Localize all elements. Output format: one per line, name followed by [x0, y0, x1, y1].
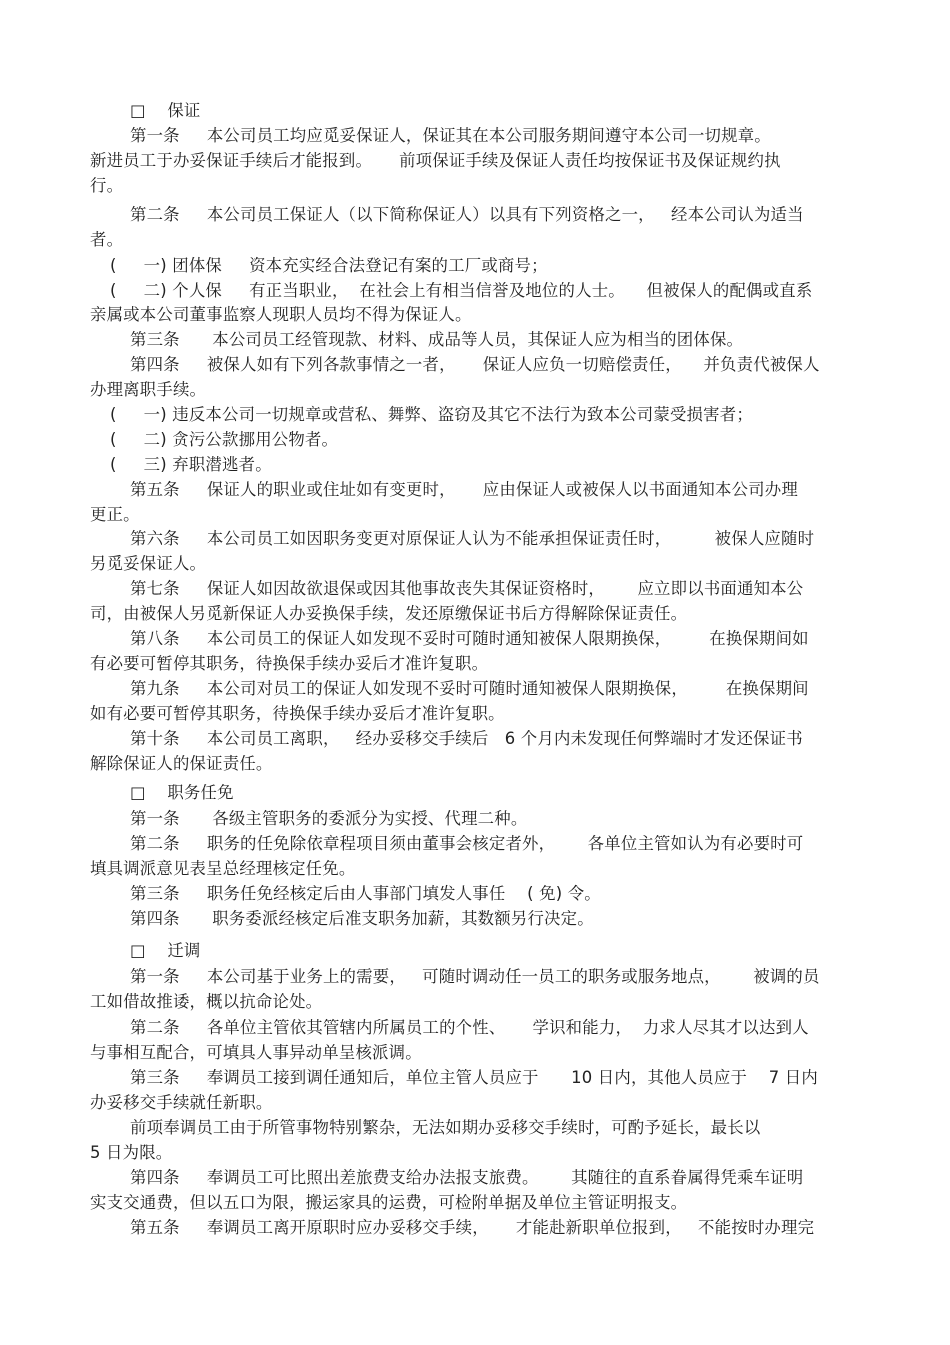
text-line: 如有必要可暂停其职务，待换保手续办妥后才准许复职。 [90, 704, 505, 723]
text-line: ( 二) 个人保 有正当职业， 在社会上有相当信誉及地位的人士。 但被保人的配偶或直系 [110, 281, 813, 300]
text-line: 办理离职手续。 [90, 380, 207, 399]
text-line: □ 迁调 [130, 941, 201, 960]
text-line: 第三条 职务任免经核定后由人事部门填发人事任 ( 免) 令。 [130, 884, 601, 903]
text-line: 第五条 保证人的职业或住址如有变更时， 应由保证人或被保人以书面通知本公司办理 [130, 480, 798, 499]
text-line: 第一条 各级主管职务的委派分为实授、代理二种。 [130, 809, 528, 828]
text-line: 第四条 职务委派经核定后准支职务加薪，其数额另行决定。 [130, 909, 594, 928]
text-line: 工如借故推诿，概以抗命论处。 [90, 992, 323, 1011]
text-line: 有必要可暂停其职务，待换保手续办妥后才准许复职。 [90, 654, 489, 673]
text-line: ( 二) 贪污公款挪用公物者。 [110, 430, 339, 449]
text-line: 第五条 奉调员工离开原职时应办妥移交手续， 才能赴新职单位报到， 不能按时办理完 [130, 1218, 815, 1237]
text-line: 与事相互配合，可填具人事异动单呈核派调。 [90, 1043, 422, 1062]
text-line: 第二条 各单位主管依其管辖内所属员工的个性、 学识和能力， 力求人尽其才以达到人 [130, 1018, 809, 1037]
text-line: 5 日为限。 [90, 1143, 173, 1162]
text-line: 亲属或本公司董事监察人现职人员均不得为保证人。 [90, 305, 472, 324]
text-line: 第四条 奉调员工可比照出差旅费支给办法报支旅费。 其随往的直系眷属得凭乘车证明 [130, 1168, 804, 1187]
text-line: ( 一) 团体保 资本充实经合法登记有案的工厂或商号； [110, 256, 548, 275]
text-line: 第十条 本公司员工离职， 经办妥移交手续后 6 个月内未发现任何弊端时才发还保证书 [130, 729, 803, 748]
text-line: 第二条 本公司员工保证人（以下简称保证人）以具有下列资格之一， 经本公司认为适当 [130, 205, 804, 224]
text-line: 办妥移交手续就任新职。 [90, 1093, 273, 1112]
text-line: 第七条 保证人如因故欲退保或因其他事故丧失其保证资格时， 应立即以书面通知本公 [130, 579, 804, 598]
text-line: 行。 [90, 176, 124, 195]
text-line: 司，由被保人另觅新保证人办妥换保手续，发还原缴保证书后方得解除保证责任。 [90, 604, 688, 623]
text-line: ( 三) 弃职潜逃者。 [110, 455, 272, 474]
text-line: 解除保证人的保证责任。 [90, 754, 273, 773]
text-line: 另觅妥保证人。 [90, 554, 207, 573]
text-line: ( 一) 违反本公司一切规章或营私、舞弊、盗窃及其它不法行为致本公司蒙受损害者； [110, 405, 753, 424]
text-line: 第四条 被保人如有下列各款事情之一者， 保证人应负一切赔偿责任， 并负责代被保人 [130, 355, 820, 374]
text-line: 第三条 奉调员工接到调任通知后，单位主管人员应于 10 日内，其他人员应于 7 日内 [130, 1068, 818, 1087]
text-line: 第一条 本公司基于业务上的需要， 可随时调动任一员工的职务或服务地点， 被调的员 [130, 967, 820, 986]
text-line: 新进员工于办妥保证手续后才能报到。 前项保证手续及保证人责任均按保证书及保证规约执 [90, 151, 781, 170]
text-line: □ 保证 [130, 101, 201, 120]
text-line: □ 职务任免 [130, 783, 234, 802]
text-line: 实支交通费，但以五口为限，搬运家具的运费，可检附单据及单位主管证明报支。 [90, 1193, 688, 1212]
text-line: 第九条 本公司对员工的保证人如发现不妥时可随时通知被保人限期换保， 在换保期间 [130, 679, 809, 698]
text-line: 填具调派意见表呈总经理核定任免。 [90, 859, 356, 878]
text-line: 更正。 [90, 505, 140, 524]
text-line: 第八条 本公司员工的保证人如发现不妥时可随时通知被保人限期换保， 在换保期间如 [130, 629, 809, 648]
text-line: 第二条 职务的任免除依章程项目须由董事会核定者外， 各单位主管如认为有必要时可 [130, 834, 804, 853]
text-line: 第六条 本公司员工如因职务变更对原保证人认为不能承担保证责任时， 被保人应随时 [130, 529, 815, 548]
text-line: 前项奉调员工由于所管事物特别繁杂，无法如期办妥移交手续时，可酌予延长，最长以 [130, 1118, 761, 1137]
text-line: 第三条 本公司员工经管现款、材料、成品等人员，其保证人应为相当的团体保。 [130, 330, 744, 349]
text-line: 者。 [90, 230, 124, 249]
text-line: 第一条 本公司员工均应觅妥保证人，保证其在本公司服务期间遵守本公司一切规章。 [130, 126, 771, 145]
